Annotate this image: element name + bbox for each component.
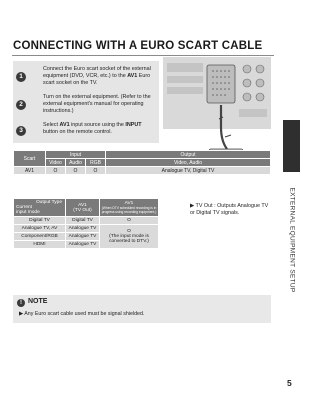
table-row-mode: Digital TV: [14, 217, 66, 225]
table-row-tvout: Analogue TV: [66, 241, 100, 249]
output-header: Output: [106, 151, 271, 159]
section-side-label: EXTERNAL EQUIPMENT SETUP: [288, 187, 296, 293]
table-row-tvout: Analogue TV: [66, 233, 100, 241]
input-header: Input: [46, 151, 106, 159]
audio-header: Audio: [66, 159, 86, 167]
table-row-mode: HDMI: [14, 241, 66, 249]
rgb-cell: O: [86, 167, 106, 175]
info-icon: !: [17, 299, 25, 307]
video-cell: O: [46, 167, 66, 175]
tv-out-column-header: AV1 (TV Out): [66, 199, 100, 217]
step-number-2: 2: [16, 100, 26, 110]
table-row-rec: O: [100, 217, 159, 225]
note-text: ▶ Any Euro scart cable used must be signal shielded.: [19, 311, 145, 317]
table-row-mode: Component/RGB: [14, 233, 66, 241]
tv-out-note: ▶ TV Out : Outputs Analogue TV or Digital TV signals.: [190, 203, 269, 216]
page-title: CONNECTING WITH A EURO SCART CABLE: [13, 40, 263, 52]
table-row-mode: Analogue TV, AV: [14, 225, 66, 233]
steps-box: [13, 61, 159, 143]
section-tab-marker: [283, 120, 300, 172]
output-type-table: [13, 198, 159, 249]
scart-io-table: [13, 150, 271, 175]
step-text-1: Connect the Euro scart socket of the external equipment (DVD, VCR, etc.) to the AV1 Euro scart socket on the TV.: [43, 66, 151, 86]
rgb-header: RGB: [86, 159, 106, 167]
output-cell: Analogue TV, Digital TV: [106, 167, 271, 175]
recording-column-header: AV1 (When DTV scheduled recording is in progress using recording equipment.): [100, 199, 159, 217]
page-number: 5: [287, 378, 292, 388]
step-number-3: 3: [16, 126, 26, 136]
step-text-2: Turn on the external equipment. (Refer to the external equipment's manual for operating instructions.): [43, 94, 151, 114]
table-row-tvout: Digital TV: [66, 217, 100, 225]
output-subheader: Video, Audio: [106, 159, 271, 167]
step-number-1: 1: [16, 72, 26, 82]
note-box: [13, 295, 271, 323]
audio-cell: O: [66, 167, 86, 175]
table-row-label: AV1: [14, 167, 46, 175]
merged-conversion-cell: O (The input mode is converted to DTV.): [100, 225, 159, 249]
video-header: Video: [46, 159, 66, 167]
step-text-3: Select AV1 input source using the INPUT button on the remote control.: [43, 122, 142, 135]
table-corner-header: Output Type Current input mode: [14, 199, 66, 217]
title-divider: [12, 55, 274, 56]
table-row-tvout: Analogue TV: [66, 225, 100, 233]
note-title: NOTE: [28, 298, 48, 305]
scart-header: Scart: [14, 151, 46, 167]
